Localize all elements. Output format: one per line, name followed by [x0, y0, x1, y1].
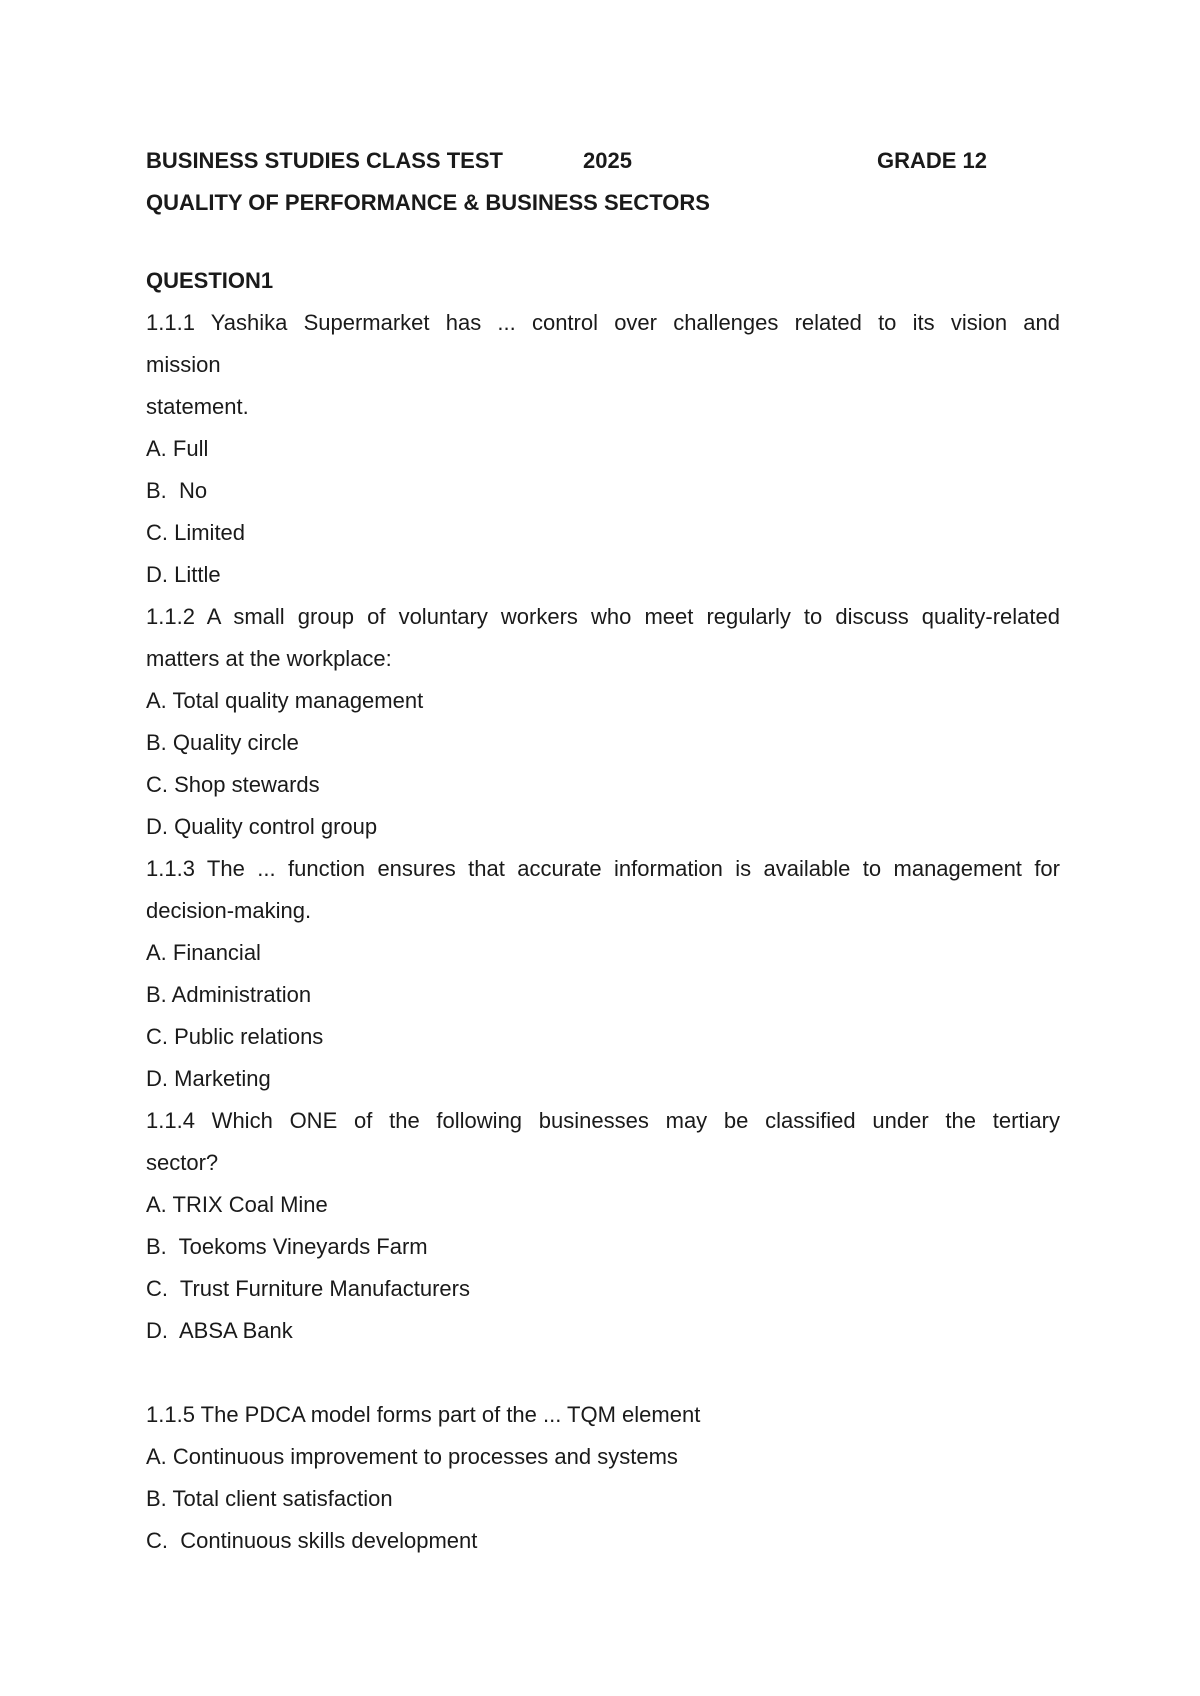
stem-line: decision-making. [146, 898, 312, 923]
stem-line: 1.1.2 A small group of voluntary workers who meet regularly to discuss quality-related [146, 604, 1060, 629]
option-d: D. Marketing [146, 1066, 271, 1091]
option-b: B. Administration [146, 982, 312, 1007]
stem-line: sector? [146, 1150, 219, 1175]
option-a: A. Continuous improvement to processes and systems [146, 1444, 678, 1469]
question-1-1-3-stem [146, 848, 1060, 890]
test-year: 2025 [583, 148, 632, 173]
stem-line: matters at the workplace: [146, 646, 392, 671]
option-a: A. Financial [146, 940, 261, 965]
option-c: C. Limited [146, 520, 246, 545]
option-c: C. Shop stewards [146, 772, 320, 797]
option-b: B. Total client satisfaction [146, 1486, 393, 1511]
option-b: B. Toekoms Vineyards Farm [146, 1234, 428, 1259]
spacer [146, 1352, 1060, 1394]
stem-line: statement. [146, 394, 249, 419]
option-c: C. Continuous skills development [146, 1528, 478, 1553]
question-1-1-4-stem [146, 1100, 1060, 1142]
test-title: BUSINESS STUDIES CLASS TEST [146, 148, 503, 173]
option-c: C. Trust Furniture Manufacturers [146, 1276, 470, 1301]
option-a: A. Full [146, 436, 209, 461]
question-heading: QUESTION1 [146, 268, 274, 293]
option-a: A. TRIX Coal Mine [146, 1192, 328, 1217]
option-c: C. Public relations [146, 1024, 324, 1049]
question-1-1-1-stem [146, 302, 1060, 344]
stem-line: 1.1.3 The ... function ensures that accurate information is available to management for [146, 856, 1060, 881]
grade-label: GRADE 12 [877, 148, 988, 173]
option-d: D. Quality control group [146, 814, 378, 839]
question-1-1-5-stem: 1.1.5 The PDCA model forms part of the ... TQM element [146, 1402, 701, 1427]
option-b: B. No [146, 478, 208, 503]
test-subtitle: QUALITY OF PERFORMANCE & BUSINESS SECTORS [146, 190, 710, 215]
option-d: D. ABSA Bank [146, 1318, 293, 1343]
title-row [146, 140, 1060, 182]
option-b: B. Quality circle [146, 730, 299, 755]
spacer [146, 224, 1060, 260]
question-1-1-2-stem [146, 596, 1060, 638]
document-content [146, 140, 1060, 1562]
option-a: A. Total quality management [146, 688, 424, 713]
option-d: D. Little [146, 562, 221, 587]
stem-line: 1.1.4 Which ONE of the following businesses may be classified under the tertiary [146, 1108, 1060, 1133]
stem-line: 1.1.1 Yashika Supermarket has ... control over challenges related to its vision and [146, 310, 1060, 335]
stem-line: mission [146, 352, 221, 377]
